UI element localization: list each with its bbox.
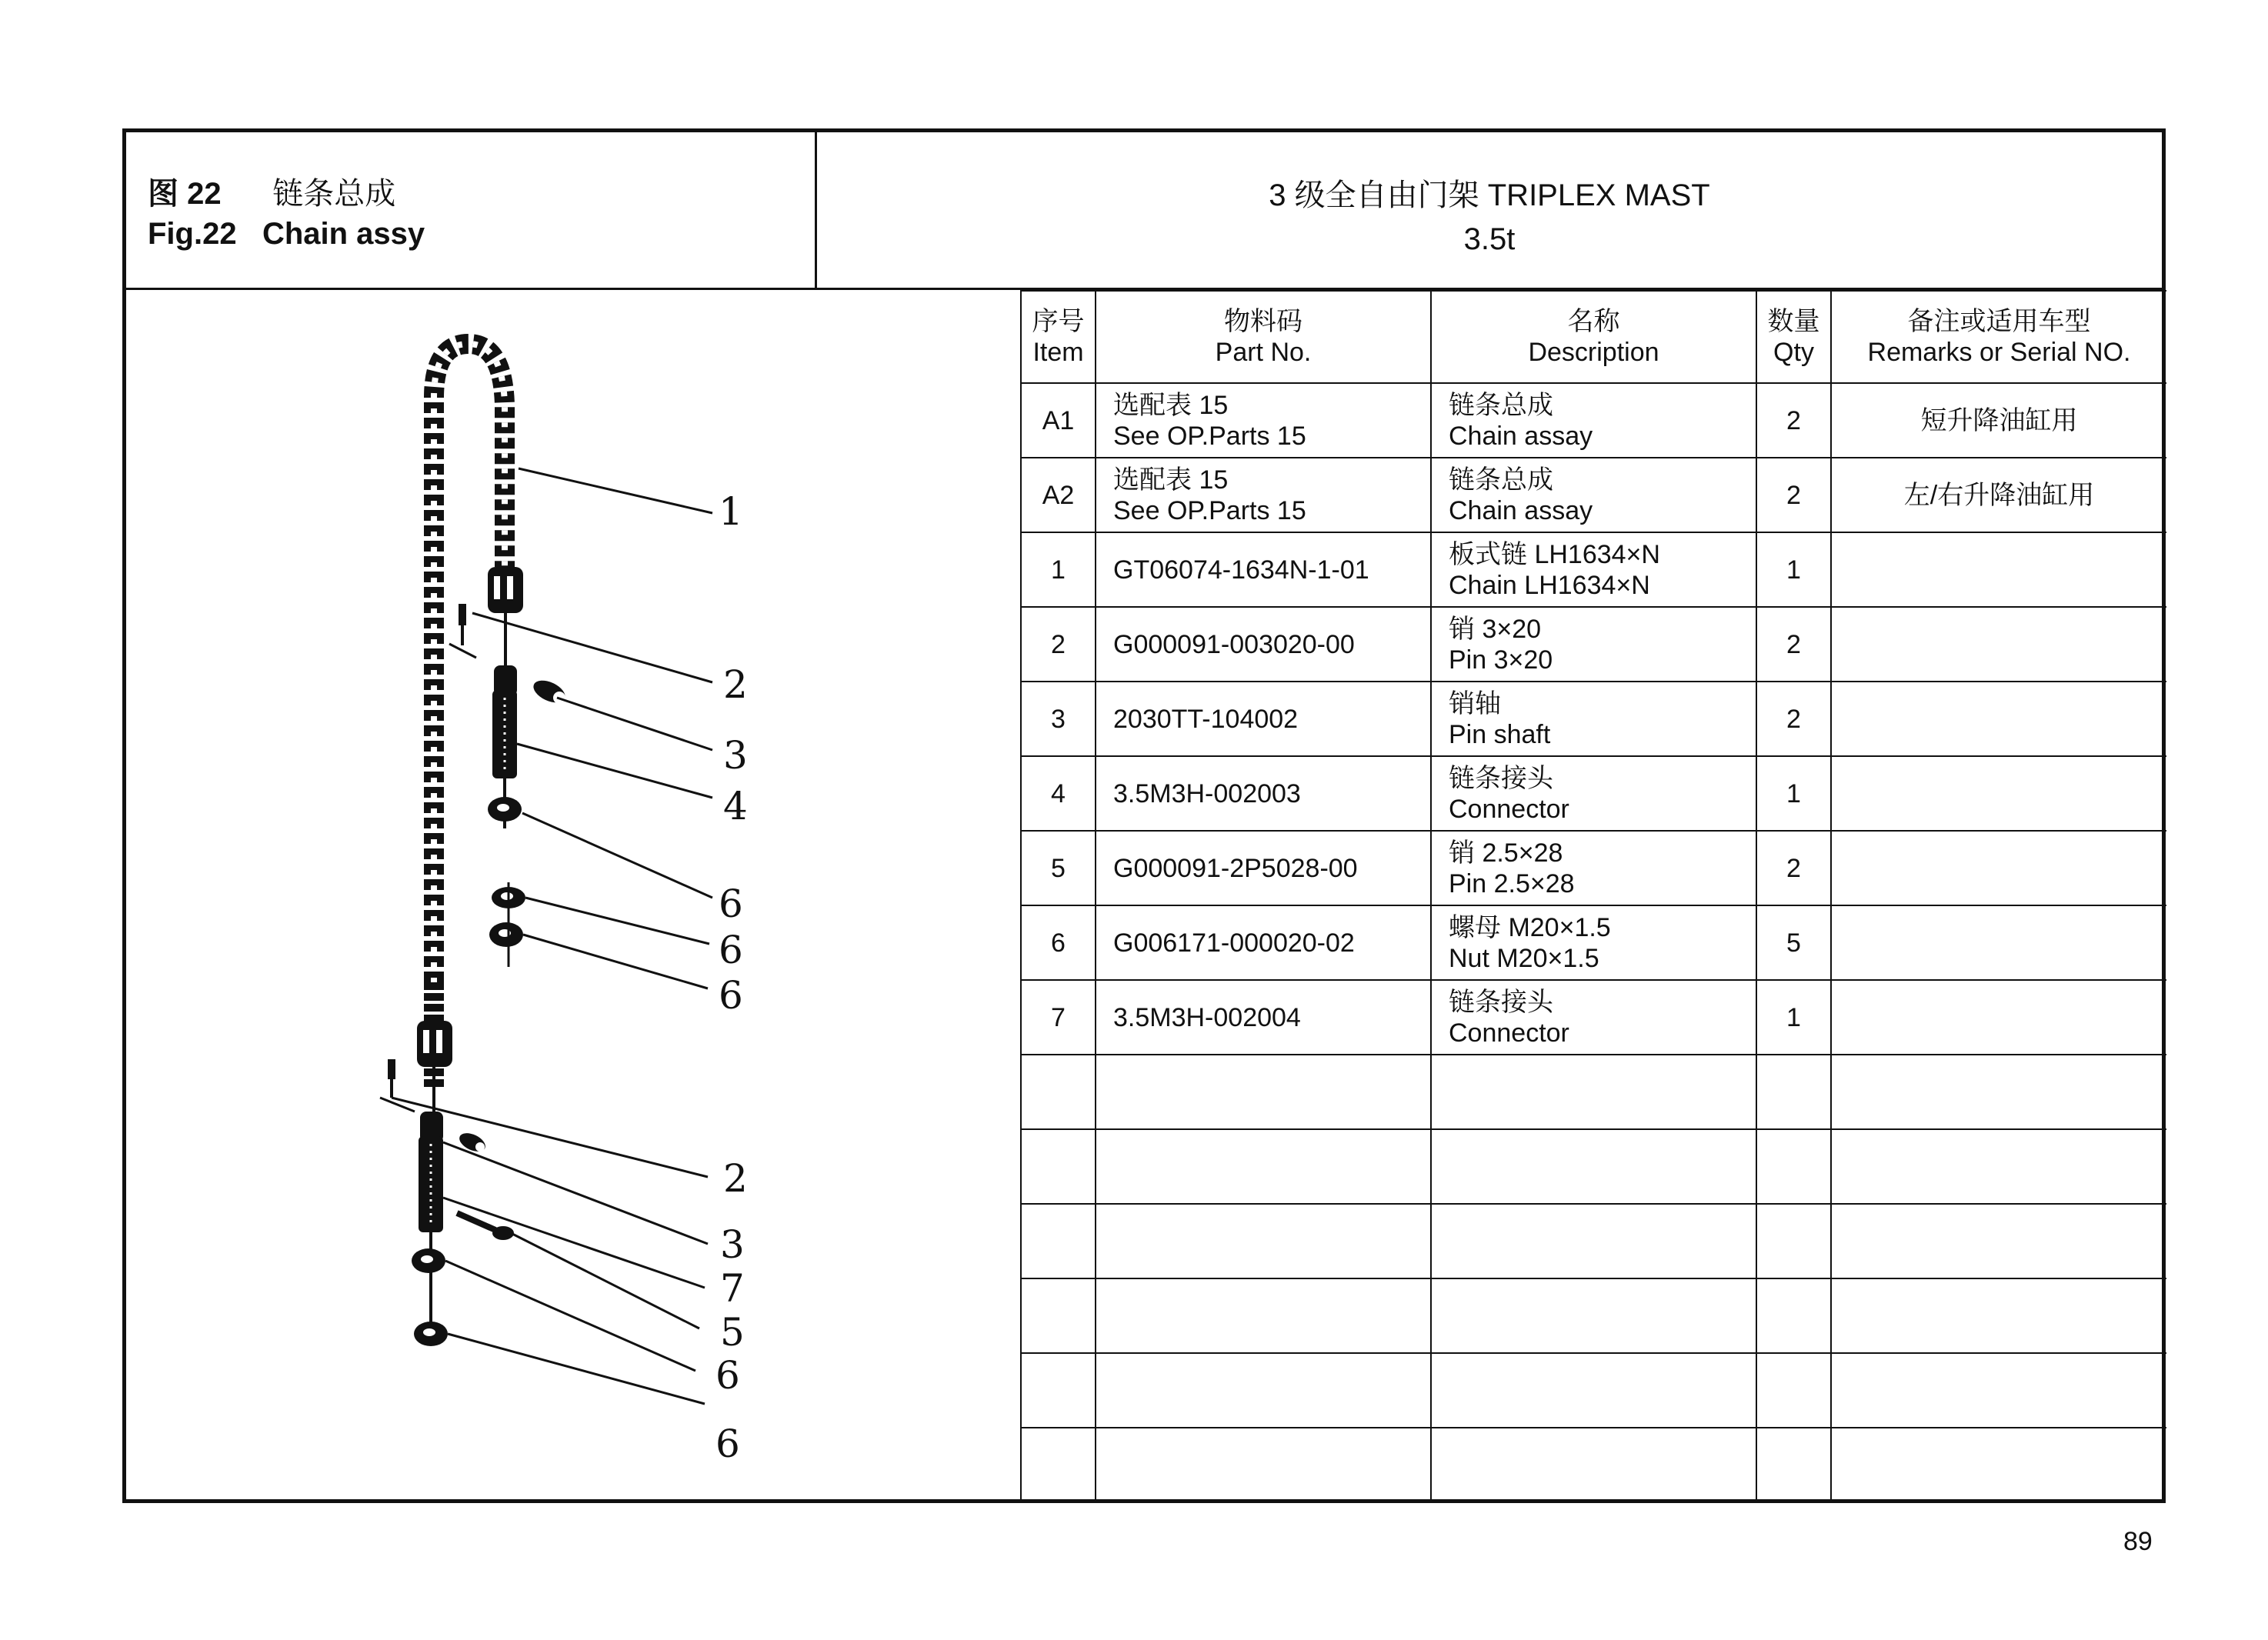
table-row-empty — [1021, 1428, 2166, 1502]
model-capacity: 3.5t — [1463, 222, 1516, 256]
remarks-cell — [1831, 532, 2166, 607]
qty-cell: 2 — [1756, 831, 1831, 905]
table-row — [1021, 682, 2166, 756]
description-cell: 销轴 Pin shaft — [1431, 682, 1756, 756]
connector-upper-icon — [492, 665, 517, 778]
description-cell: 销 2.5×28 Pin 2.5×28 — [1431, 831, 1756, 905]
remarks-cell — [1831, 756, 2166, 831]
empty-cell — [1756, 1055, 1831, 1129]
remarks-cell: 左/右升降油缸用 — [1831, 458, 2166, 532]
header-part-no: 物料码 Part No. — [1096, 291, 1431, 383]
description-cell: 链条接头 Connector — [1431, 980, 1756, 1055]
table-row — [1021, 905, 2166, 980]
empty-cell — [1756, 1428, 1831, 1502]
table-row-empty — [1021, 1055, 2166, 1129]
upper-chain-end-icon — [488, 567, 523, 613]
callout-3b: 3 — [720, 1222, 745, 1267]
description-cell: 螺母 M20×1.5 Nut M20×1.5 — [1431, 905, 1756, 980]
callout-2b: 2 — [723, 1156, 748, 1201]
description-cell: 销 3×20 Pin 3×20 — [1431, 607, 1756, 682]
remarks-cell — [1831, 980, 2166, 1055]
empty-cell — [1096, 1428, 1431, 1502]
qty-cell: 1 — [1756, 532, 1831, 607]
description-cell: 链条总成 Chain assay — [1431, 458, 1756, 532]
empty-cell — [1756, 1278, 1831, 1353]
figure-label-cn — [148, 169, 395, 213]
item-cell: 5 — [1021, 831, 1096, 905]
item-cell: A2 — [1021, 458, 1096, 532]
nut-icon — [488, 797, 522, 822]
qty-cell: 1 — [1756, 980, 1831, 1055]
qty-cell: 1 — [1756, 756, 1831, 831]
callout-6b: 6 — [719, 928, 743, 972]
parts-table — [1020, 290, 2166, 1502]
table-row — [1021, 607, 2166, 682]
empty-cell — [1831, 1428, 2166, 1502]
nut-icon — [414, 1322, 448, 1346]
empty-cell — [1431, 1353, 1756, 1428]
description-cell: 链条接头 Connector — [1431, 756, 1756, 831]
empty-cell — [1431, 1204, 1756, 1278]
nut-icon — [489, 922, 523, 947]
part-no-cell: 2030TT-104002 — [1096, 682, 1431, 756]
model-title-block — [817, 132, 2162, 288]
empty-cell — [1831, 1204, 2166, 1278]
chain-assembly-diagram — [126, 290, 1020, 1503]
callout-2: 2 — [723, 662, 748, 707]
callout-6d: 6 — [715, 1353, 740, 1398]
qty-cell: 2 — [1756, 383, 1831, 458]
remarks-cell — [1831, 607, 2166, 682]
empty-cell — [1021, 1204, 1096, 1278]
remarks-cell — [1831, 682, 2166, 756]
empty-cell — [1831, 1353, 2166, 1428]
empty-cell — [1096, 1055, 1431, 1129]
connector-lower-icon — [419, 1112, 443, 1232]
table-row-empty — [1021, 1129, 2166, 1204]
empty-cell — [1021, 1278, 1096, 1353]
figure-number-en: Fig.22 — [148, 217, 237, 251]
empty-cell — [1021, 1055, 1096, 1129]
callout-6a: 6 — [719, 882, 743, 926]
table-row — [1021, 831, 2166, 905]
pin-shaft-upper-icon — [530, 676, 569, 707]
table-row — [1021, 756, 2166, 831]
header-item: 序号 Item — [1021, 291, 1096, 383]
header-qty: 数量 Qty — [1756, 291, 1831, 383]
empty-cell — [1431, 1129, 1756, 1204]
qty-cell: 2 — [1756, 458, 1831, 532]
empty-cell — [1021, 1129, 1096, 1204]
empty-cell — [1096, 1204, 1431, 1278]
parts-sheet-frame — [122, 128, 2166, 1503]
callout-5: 5 — [720, 1310, 745, 1355]
header-description: 名称 Description — [1431, 291, 1756, 383]
figure-title-en: Chain assy — [262, 217, 425, 251]
table-header-row — [1021, 291, 2166, 383]
part-no-cell: 选配表 15 See OP.Parts 15 — [1096, 458, 1431, 532]
item-cell: 7 — [1021, 980, 1096, 1055]
lower-chain-end-icon — [417, 1021, 452, 1067]
model-title: 3 级全自由门架 TRIPLEX MAST — [1269, 178, 1710, 212]
remarks-cell — [1831, 905, 2166, 980]
empty-cell — [1096, 1278, 1431, 1353]
remarks-cell — [1831, 831, 2166, 905]
pin-long-icon — [457, 1213, 514, 1240]
empty-cell — [1756, 1204, 1831, 1278]
description-cell: 链条总成 Chain assay — [1431, 383, 1756, 458]
item-cell: 3 — [1021, 682, 1096, 756]
empty-cell — [1096, 1353, 1431, 1428]
empty-cell — [1096, 1129, 1431, 1204]
table-row — [1021, 980, 2166, 1055]
qty-cell: 5 — [1756, 905, 1831, 980]
callout-6e: 6 — [715, 1422, 740, 1466]
qty-cell: 2 — [1756, 682, 1831, 756]
figure-label-en — [148, 217, 425, 252]
pin-lower-icon — [380, 1059, 415, 1112]
empty-cell — [1831, 1278, 2166, 1353]
figure-title-cn: 链条总成 — [272, 177, 396, 211]
empty-cell — [1831, 1055, 2166, 1129]
table-row — [1021, 458, 2166, 532]
part-no-cell: G006171-000020-02 — [1096, 905, 1431, 980]
part-no-cell: G000091-003020-00 — [1096, 607, 1431, 682]
empty-cell — [1431, 1055, 1756, 1129]
callout-1: 1 — [719, 489, 743, 534]
table-row-empty — [1021, 1278, 2166, 1353]
item-cell: 1 — [1021, 532, 1096, 607]
callout-3: 3 — [723, 733, 748, 778]
description-cell: 板式链 LH1634×N Chain LH1634×N — [1431, 532, 1756, 607]
item-cell: A1 — [1021, 383, 1096, 458]
empty-cell — [1431, 1278, 1756, 1353]
figure-number-cn: 图 22 — [148, 177, 222, 211]
header-remarks: 备注或适用车型 Remarks or Serial NO. — [1831, 291, 2166, 383]
part-no-cell: G000091-2P5028-00 — [1096, 831, 1431, 905]
pin-upper-icon — [449, 604, 476, 658]
page-number: 89 — [2123, 1527, 2153, 1556]
qty-cell: 2 — [1756, 607, 1831, 682]
part-no-cell: 3.5M3H-002004 — [1096, 980, 1431, 1055]
remarks-cell: 短升降油缸用 — [1831, 383, 2166, 458]
nut-icon — [412, 1248, 445, 1273]
part-no-cell: 选配表 15 See OP.Parts 15 — [1096, 383, 1431, 458]
callout-4: 4 — [723, 784, 748, 828]
part-no-cell: GT06074-1634N-1-01 — [1096, 532, 1431, 607]
table-row-empty — [1021, 1353, 2166, 1428]
item-cell: 6 — [1021, 905, 1096, 980]
pin-shaft-lower-icon — [456, 1129, 488, 1155]
table-row — [1021, 532, 2166, 607]
callout-7: 7 — [720, 1266, 745, 1311]
callout-numbers — [715, 489, 748, 1466]
empty-cell — [1831, 1129, 2166, 1204]
callout-6c: 6 — [719, 973, 743, 1018]
item-cell: 2 — [1021, 607, 1096, 682]
empty-cell — [1431, 1428, 1756, 1502]
empty-cell — [1021, 1353, 1096, 1428]
empty-cell — [1021, 1428, 1096, 1502]
part-no-cell: 3.5M3H-002003 — [1096, 756, 1431, 831]
empty-cell — [1756, 1353, 1831, 1428]
table-row — [1021, 383, 2166, 458]
item-cell: 4 — [1021, 756, 1096, 831]
empty-cell — [1756, 1129, 1831, 1204]
table-row-empty — [1021, 1204, 2166, 1278]
